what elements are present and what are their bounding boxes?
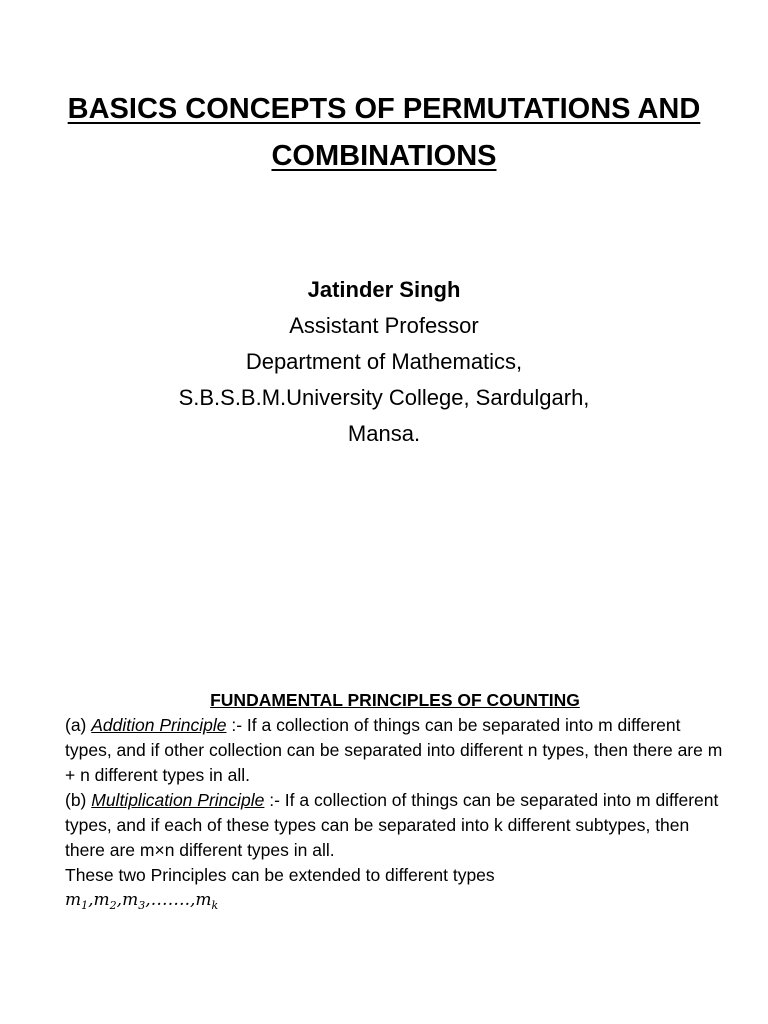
author-department: Department of Mathematics, xyxy=(245,349,523,374)
addition-marker: (a) xyxy=(65,715,92,735)
addition-principle-term: Addition Principle xyxy=(91,715,227,735)
author-position: Assistant Professor xyxy=(289,313,479,338)
author-block xyxy=(40,272,728,452)
multiplication-principle-text: :- If a collection of things can be separated into m different types, and if each of these types can be separated into k different subtypes, then there are m×n different types in all. xyxy=(65,790,719,860)
counting-principles-section xyxy=(65,688,725,913)
addition-principle-paragraph xyxy=(65,713,725,788)
author-college: S.B.S.B.M.University College, Sardulgarh, xyxy=(178,385,590,410)
author-name: Jatinder Singh xyxy=(307,277,461,302)
author-city: Mansa. xyxy=(347,421,421,446)
multiplication-marker: (b) xyxy=(65,790,92,810)
extension-text: These two Principles can be extended to different types xyxy=(65,865,495,885)
addition-principle-text: :- If a collection of things can be separated into m different types, and if other collection can be separated into different n types, then there are m + n different types in all. xyxy=(65,715,723,785)
math-formula: $m_1,m_2,m_3,\dots\dots.,m_k$ xyxy=(65,890,219,912)
multiplication-principle-paragraph xyxy=(65,788,725,863)
section-heading: FUNDAMENTAL PRINCIPLES OF COUNTING xyxy=(210,690,580,710)
multiplication-principle-term: Multiplication Principle xyxy=(91,790,265,810)
document-title: BASICS CONCEPTS OF PERMUTATIONS AND COMBINATIONS xyxy=(67,93,701,172)
